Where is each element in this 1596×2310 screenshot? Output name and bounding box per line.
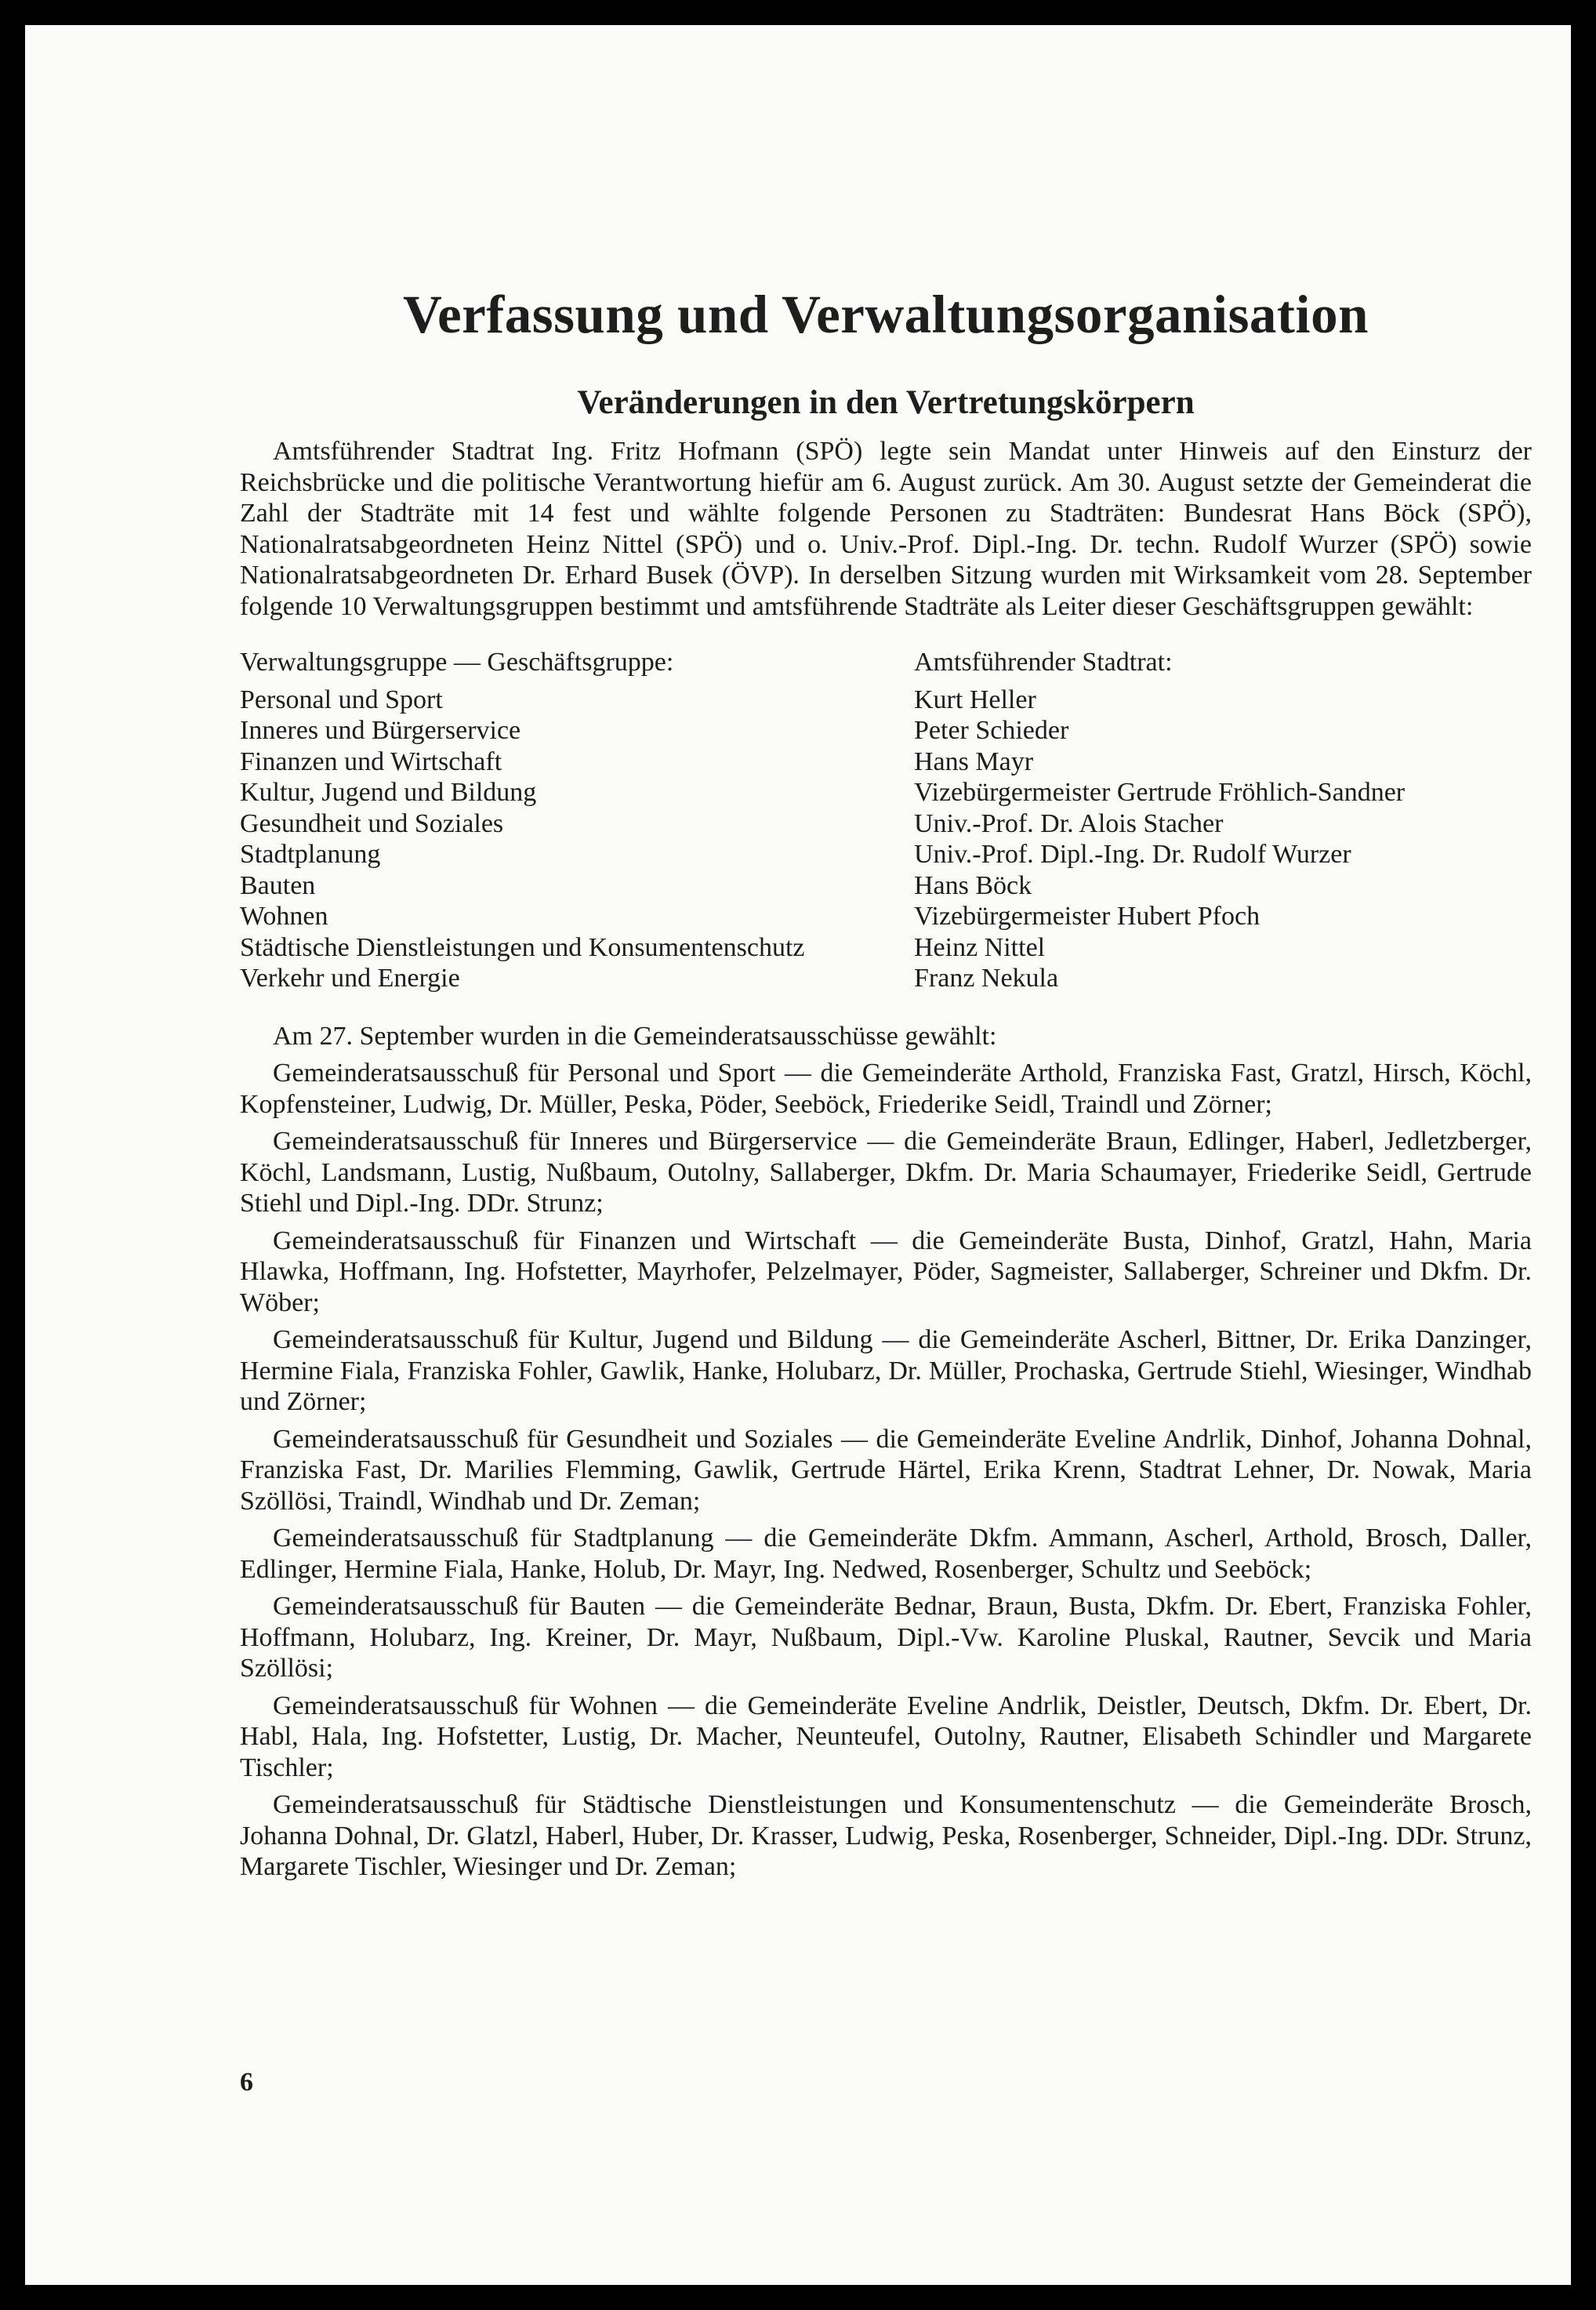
group-cell: Verkehr und Energie bbox=[240, 964, 460, 993]
councillor-cell: Hans Böck bbox=[914, 870, 1032, 900]
intro-paragraph: Amtsführender Stadtrat Ing. Fritz Hofmann (SPÖ) legte sein Mandat unter Hinweis auf den Einsturz der Reichsbrücke und die politische Verantwortung hiefür am 6. August zurück. Am 30. August setzte der Gemeinderat die Zahl der Stadträte mit 14 fest und wählte folgende Personen zu Stadträten: Bundesrat Hans Böck (SPÖ), Nationalratsabgeordneten Heinz Nittel (SPÖ) und o. Univ.-Prof. Dipl.-Ing. Dr. techn. Rudolf Wurzer (SPÖ) sowie Nationalratsabgeordneten Dr. Erhard Busek (ÖVP). In derselben Sitzung wurden mit Wirksamkeit vom 28. September folgende 10 Verwaltungsgruppen bestimmt und amtsführende Stadträte als Leiter dieser Geschäftsgruppen gewählt: bbox=[240, 437, 1532, 621]
committee-paragraph: Gemeinderatsausschuß für Finanzen und Wirtschaft — die Gemeinderäte Busta, Dinhof, Gratzl, Hahn, Maria Hlawka, Hoffmann, Ing. Hofstetter, Mayrhofer, Pelzelmayer, Pöder, Sagmeister, Sallaberger, Schreiner und Dkfm. Dr. Wöber; bbox=[240, 1226, 1532, 1317]
councillor-cell: Peter Schieder bbox=[914, 716, 1069, 745]
committee-paragraph: Gemeinderatsausschuß für Personal und Sport — die Gemeinderäte Arthold, Franziska Fast, Gratzl, Hirsch, Köchl, Kopfensteiner, Ludwig, Dr. Müller, Peska, Pöder, Seeböck, Friederike Seidl, Traindl und Zörner; bbox=[240, 1059, 1532, 1119]
page-content bbox=[240, 284, 1532, 1883]
councillor-cell: Univ.-Prof. Dr. Alois Stacher bbox=[914, 808, 1224, 838]
page-title: Verfassung und Verwaltungsorganisation bbox=[403, 285, 1369, 344]
committee-paragraph: Gemeinderatsausschuß für Inneres und Bürgerservice — die Gemeinderäte Braun, Edlinger, Haberl, Jedletzberger, Köchl, Landsmann, Lustig, Nußbaum, Outolny, Sallaberger, Dkfm. Dr. Maria Schaumayer, Friederike Seidl, Gertrude Stiehl und Dipl.-Ing. DDr. Strunz; bbox=[240, 1127, 1532, 1218]
committee-paragraph: Gemeinderatsausschuß für Wohnen — die Gemeinderäte Eveline Andrlik, Deistler, Deutsch, Dkfm. Dr. Ebert, Dr. Habl, Hala, Ing. Hofstetter, Lustig, Dr. Macher, Neunteufel, Outolny, Rautner, Elisabeth Schindler und Margarete Tischler; bbox=[240, 1691, 1532, 1782]
group-cell: Personal und Sport bbox=[240, 685, 443, 714]
councillor-cell: Heinz Nittel bbox=[914, 932, 1046, 962]
page-number: 6 bbox=[240, 2068, 253, 2097]
councillor-cell: Franz Nekula bbox=[914, 964, 1059, 993]
committee-paragraph: Gemeinderatsausschuß für Stadtplanung — die Gemeinderäte Dkfm. Ammann, Ascherl, Arthold, Brosch, Daller, Edlinger, Hermine Fiala, Hanke, Holub, Dr. Mayr, Ing. Nedwed, Rosenberger, Schultz und Seeböck; bbox=[240, 1524, 1532, 1584]
groups-column-header: Verwaltungsgruppe — Geschäftsgruppe: bbox=[240, 648, 674, 677]
group-cell: Finanzen und Wirtschaft bbox=[240, 746, 502, 776]
councillor-cell: Kurt Heller bbox=[914, 685, 1036, 714]
councillors-column-header: Amtsführender Stadtrat: bbox=[914, 648, 1173, 677]
group-cell: Kultur, Jugend und Bildung bbox=[240, 778, 537, 807]
group-cell: Bauten bbox=[240, 870, 316, 900]
committee-paragraph: Gemeinderatsausschuß für Städtische Dienstleistungen und Konsumentenschutz — die Gemeinderäte Brosch, Johanna Dohnal, Dr. Glatzl, Haberl, Huber, Dr. Krasser, Ludwig, Peska, Rosenberger, Schneider, Dipl.-Ing. DDr. Strunz, Margarete Tischler, Wiesinger und Dr. Zeman; bbox=[240, 1790, 1532, 1881]
councillor-cell: Hans Mayr bbox=[914, 746, 1034, 776]
committee-paragraph: Gemeinderatsausschuß für Kultur, Jugend und Bildung — die Gemeinderäte Ascherl, Bittner, Dr. Erika Danzinger, Hermine Fiala, Franziska Fohler, Gawlik, Hanke, Holubarz, Dr. Müller, Prochaska, Gertrude Stiehl, Wiesinger, Windhab und Zörner; bbox=[240, 1325, 1532, 1416]
group-cell: Städtische Dienstleistungen und Konsumentenschutz bbox=[240, 932, 805, 962]
councillor-cell: Vizebürgermeister Hubert Pfoch bbox=[914, 902, 1260, 931]
committees-intro: Am 27. September wurden in die Gemeinderatsausschüsse gewählt: bbox=[273, 1021, 997, 1051]
councillor-cell: Univ.-Prof. Dipl.-Ing. Dr. Rudolf Wurzer bbox=[914, 840, 1351, 869]
section-title: Veränderungen in den Vertretungskörpern bbox=[577, 384, 1195, 421]
document-page bbox=[25, 25, 1571, 2285]
administrative-groups-table bbox=[240, 647, 1532, 994]
committee-paragraph: Gemeinderatsausschuß für Bauten — die Gemeinderäte Bednar, Braun, Busta, Dkfm. Dr. Ebert, Franziska Fohler, Hoffmann, Holubarz, Ing. Kreiner, Dr. Mayr, Nußbaum, Dipl.-Vw. Karoline Pluskal, Rautner, Sevcik und Maria Szöllösi; bbox=[240, 1592, 1532, 1683]
councillors-column bbox=[914, 647, 1532, 994]
group-cell: Inneres und Bürgerservice bbox=[240, 716, 521, 745]
group-cell: Stadtplanung bbox=[240, 840, 381, 869]
councillor-cell: Vizebürgermeister Gertrude Fröhlich-Sandner bbox=[914, 778, 1406, 807]
group-cell: Wohnen bbox=[240, 902, 328, 931]
committee-paragraph: Gemeinderatsausschuß für Gesundheit und Soziales — die Gemeinderäte Eveline Andrlik, Dinhof, Johanna Dohnal, Franziska Fast, Dr. Marilies Flemming, Gawlik, Gertrude Härtel, Erika Krenn, Stadtrat Lehner, Dr. Nowak, Maria Szöllösi, Traindl, Windhab und Dr. Zeman; bbox=[240, 1424, 1532, 1516]
group-cell: Gesundheit und Soziales bbox=[240, 808, 504, 838]
groups-column bbox=[240, 647, 914, 994]
